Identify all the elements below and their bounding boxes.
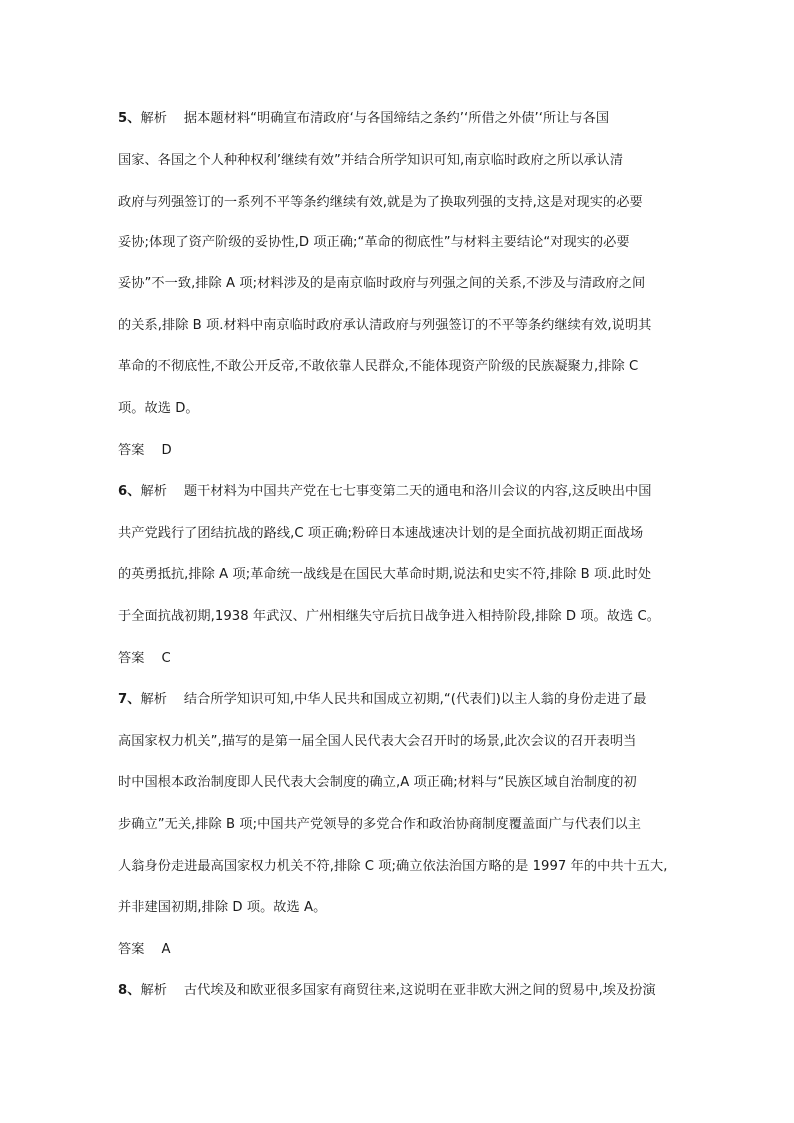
q7-answer [118, 941, 678, 959]
q7-answer-value: A [161, 942, 171, 957]
q5-line-2: 国家、各国之个人种种权利’继续有效”并结合所学知识可知,南京临时政府之所以承认清 [118, 153, 624, 168]
q7-line-5: 人翁身份走进最高国家权力机关不符,排除 C 项;确立依法治国方略的是 1997 年的中共十五大, [118, 859, 668, 874]
q8-number: 8、 [118, 983, 141, 998]
q7-text: 结合所学知识可知,中华人民共和国成立初期,“(代表们)以主人翁的身份走进了最 [183, 692, 647, 707]
q7-analysis-tag: 解析 [140, 692, 167, 707]
q7-line-2: 高国家权力机关”,描写的是第一届全国人民代表大会召开时的场景,此次会议的召开表明当 [118, 734, 637, 749]
q5-analysis-tag: 解析 [140, 111, 167, 126]
q6-answer [118, 650, 678, 668]
q7-number: 7、 [118, 692, 141, 707]
q5-number: 5、 [118, 111, 141, 126]
q7-answer-label: 答案 [118, 942, 145, 957]
q7-line-1 [118, 691, 678, 709]
q5-answer-label: 答案 [118, 443, 145, 458]
q8-text: 古代埃及和欧亚很多国家有商贸往来,这说明在亚非欧大洲之间的贸易中,埃及扮演 [183, 983, 656, 998]
q7-line-4: 步确立”无关,排除 B 项;中国共产党领导的多党合作和政治协商制度覆盖面广与代表们以主 [118, 817, 641, 832]
q7-line-3: 时中国根本政治制度即人民代表大会制度的确立,A 项正确;材料与“民族区域自治制度的初 [118, 775, 637, 790]
q5-line-1 [118, 110, 678, 128]
q5-answer-value: D [161, 443, 172, 458]
q6-answer-label: 答案 [118, 651, 145, 666]
q5-text: 据本题材料“明确宣布清政府‘与各国缔结之条约’‘所借之外债’‘所让与各国 [183, 111, 610, 126]
q6-number: 6、 [118, 484, 141, 499]
q6-line-4: 于全面抗战初期,1938 年武汉、广州相继失守后抗日战争进入相持阶段,排除 D 项。故选 C。 [118, 609, 660, 624]
q6-text: 题干材料为中国共产党在七七事变第二天的通电和洛川会议的内容,这反映出中国 [183, 484, 652, 499]
q5-line-7: 革命的不彻底性,不敢公开反帝,不敢依靠人民群众,不能体现资产阶级的民族凝聚力,排除 C [118, 359, 639, 374]
q5-line-8: 项。故选 D。 [118, 401, 199, 416]
q6-analysis-tag: 解析 [140, 484, 167, 499]
q6-answer-value: C [161, 651, 171, 666]
q6-line-2: 共产党践行了团结抗战的路线,C 项正确;粉碎日本速战速决计划的是全面抗战初期正面战场 [118, 526, 644, 541]
q5-line-5: 妥协”不一致,排除 A 项;材料涉及的是南京临时政府与列强之间的关系,不涉及与清政府之间 [118, 276, 646, 291]
q6-line-3: 的英勇抵抗,排除 A 项;革命统一战线是在国民大革命时期,说法和史实不符,排除 B 项.此时处 [118, 567, 652, 582]
q5-answer [118, 442, 678, 460]
q5-line-3: 政府与列强签订的一系列不平等条约继续有效,就是为了换取列强的支持,这是对现实的必要 [118, 195, 643, 210]
q8-analysis-tag: 解析 [140, 983, 167, 998]
q5-line-6: 的关系,排除 B 项.材料中南京临时政府承认清政府与列强签订的不平等条约继续有效,说明其 [118, 318, 652, 333]
q6-line-1 [118, 483, 678, 501]
q8-line-1 [118, 982, 678, 1000]
q5-line-4: 妥协;体现了资产阶级的妥协性,D 项正确;“革命的彻底性”与材料主要结论“对现实的必要 [118, 235, 630, 250]
q7-line-6: 并非建国初期,排除 D 项。故选 A。 [118, 900, 327, 915]
